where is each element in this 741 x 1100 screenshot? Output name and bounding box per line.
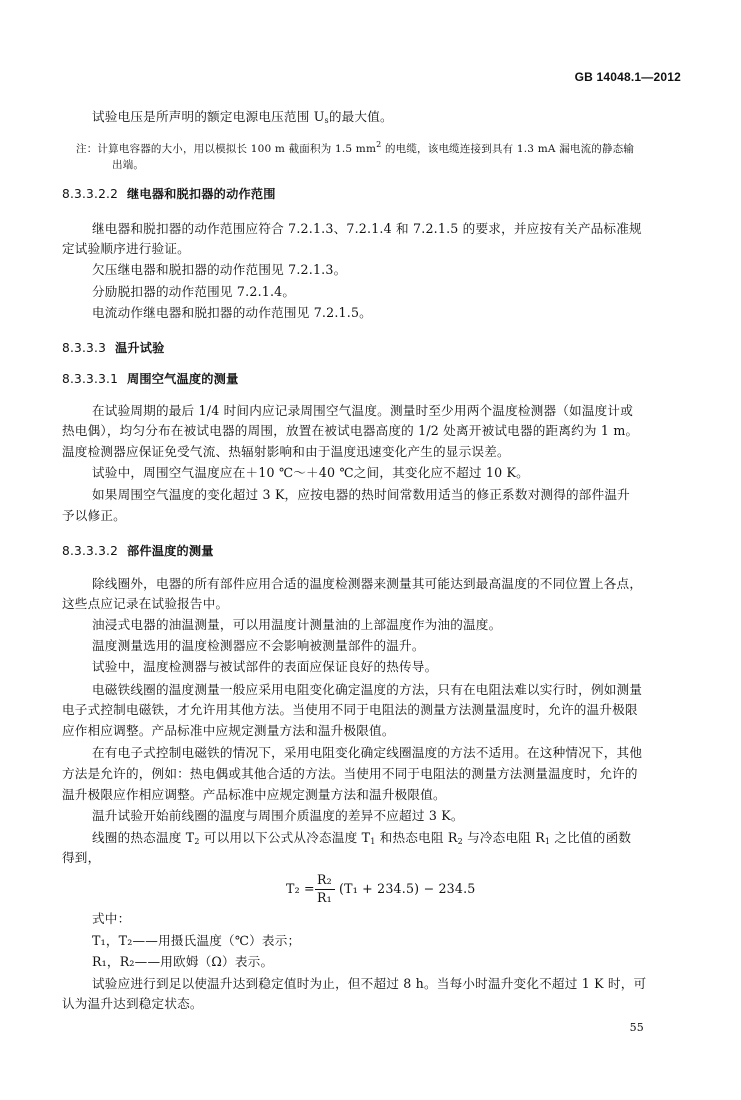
body-line: 试验中，周围空气温度应在＋10 ℃～＋40 ℃之间，其变化应不超过 10 K。 (92, 465, 529, 480)
body-line: 欠压继电器和脱扣器的动作范围见 7.2.1.3。 (92, 262, 347, 277)
body-line: 在试验周期的最后 1/4 时间内应记录周围空气温度。测量时至少用两个温度检测器（如温度计或 (92, 403, 634, 418)
definition-line: T₁，T₂——用摄氏温度（℃）表示； (92, 933, 301, 948)
section-heading: 8.3.3.3.2 部件温度的测量 (62, 544, 214, 558)
body-line: 油浸式电器的油温测量，可以用温度计测量油的上部温度作为油的温度。 (92, 617, 502, 632)
section-heading: 8.3.3.3.1 周围空气温度的测量 (62, 372, 239, 386)
body-line: 认为温升达到稳定状态。 (62, 996, 203, 1011)
body-line: 试验应进行到足以使温升达到稳定值时为止，但不超过 8 h。当每小时温升变化不超过 1 K 时，可 (92, 976, 647, 991)
body-line: 予以修正。 (62, 508, 126, 523)
note-line: 出端。 (112, 159, 145, 171)
body-line: 试验电压是所声明的额定电源电压范围 $U_s$的最大值。 (92, 109, 393, 125)
body-line: 方法是允许的，例如：热电偶或其他合适的方法。当使用不同于电阻法的测量方法测量温度时，允许的 (62, 766, 638, 781)
section-heading: 8.3.3.2.2 继电器和脱扣器的动作范围 (62, 187, 276, 201)
formula-numerator: R₂ (317, 872, 332, 887)
body-line: 电流动作继电器和脱扣器的动作范围见 7.2.1.5。 (92, 305, 372, 320)
body-line: 式中： (92, 911, 131, 926)
formula-lhs: T₂ = (286, 881, 315, 896)
body-line: 分励脱扣器的动作范围见 7.2.1.4。 (92, 284, 296, 299)
body-line: 电磁铁线圈的温度测量一般应采用电阻变化确定温度的方法，只有在电阻法难以实行时，例如测量 (92, 682, 643, 697)
body-line: 温升极限应作相应调整。产品标准中应规定测量方法和温升极限值。 (62, 787, 446, 802)
body-line: 得到， (62, 850, 101, 865)
body-line: 电子式控制电磁铁，才允许用其他方法。当使用不同于电阻法的测量方法测量温度时，允许的温升极限 (62, 702, 638, 717)
note-line: 注：计算电容器的大小，用以模拟长 100 m 截面积为 1.5 $mm^2$ 的电缆，该电缆连接到具有 1.3 mA 漏电流的静态输 (76, 140, 635, 155)
body-line: 温度测量选用的温度检测器应不会影响被测量部件的温升。 (92, 638, 425, 653)
body-line: 在有电子式控制电磁铁的情况下，采用电阻变化确定线圈温度的方法不适用。在这种情况下，其他 (92, 745, 643, 760)
body-line: 这些点应记录在试验报告中。 (62, 596, 229, 611)
formula-denominator: R₁ (317, 890, 332, 905)
body-line: 热电偶），均匀分布在被试电器的周围，放置在被试电器高度的 1/2 处离开被试电器的距离约为 1 m。 (62, 423, 639, 438)
body-line: 除线圈外，电器的所有部件应用合适的温度检测器来测量其可能达到最高温度的不同位置上各点， (92, 576, 643, 591)
body-line: 定试验顺序进行验证。 (62, 241, 190, 256)
body-line: 继电器和脱扣器的动作范围应符合 7.2.1.3、7.2.1.4 和 7.2.1.5 的要求，并应按有关产品标准规 (92, 221, 642, 236)
document-code: GB 14048.1—2012 (574, 70, 681, 84)
body-line: 如果周围空气温度的变化超过 3 K，应按电器的热时间常数用适当的修正系数对测得的部件温升 (92, 487, 630, 502)
definition-line: R₁，R₂——用欧姆（Ω）表示。 (92, 954, 274, 969)
body-line: 温度检测器应保证免受气流、热辐射影响和由于温度迅速变化产生的显示误差。 (62, 444, 510, 459)
section-heading: 8.3.3.3 温升试验 (62, 341, 165, 355)
body-line: 线圈的热态温度 $T_2$ 可以用以下公式从冷态温度 $T_1$ 和热态电阻 $R_2$ 与冷态电阻 $R_1$ 之比值的函数 (92, 830, 632, 846)
body-line: 温升试验开始前线圈的温度与周围介质温度的差异不应超过 3 K。 (92, 808, 464, 823)
body-line: 应作相应调整。产品标准中应规定测量方法和温升极限值。 (62, 723, 395, 738)
formula-rhs: (T₁ + 234.5) − 234.5 (339, 881, 476, 896)
body-line: 试验中，温度检测器与被试部件的表面应保证良好的热传导。 (92, 659, 438, 674)
page-number: 55 (629, 1021, 644, 1034)
